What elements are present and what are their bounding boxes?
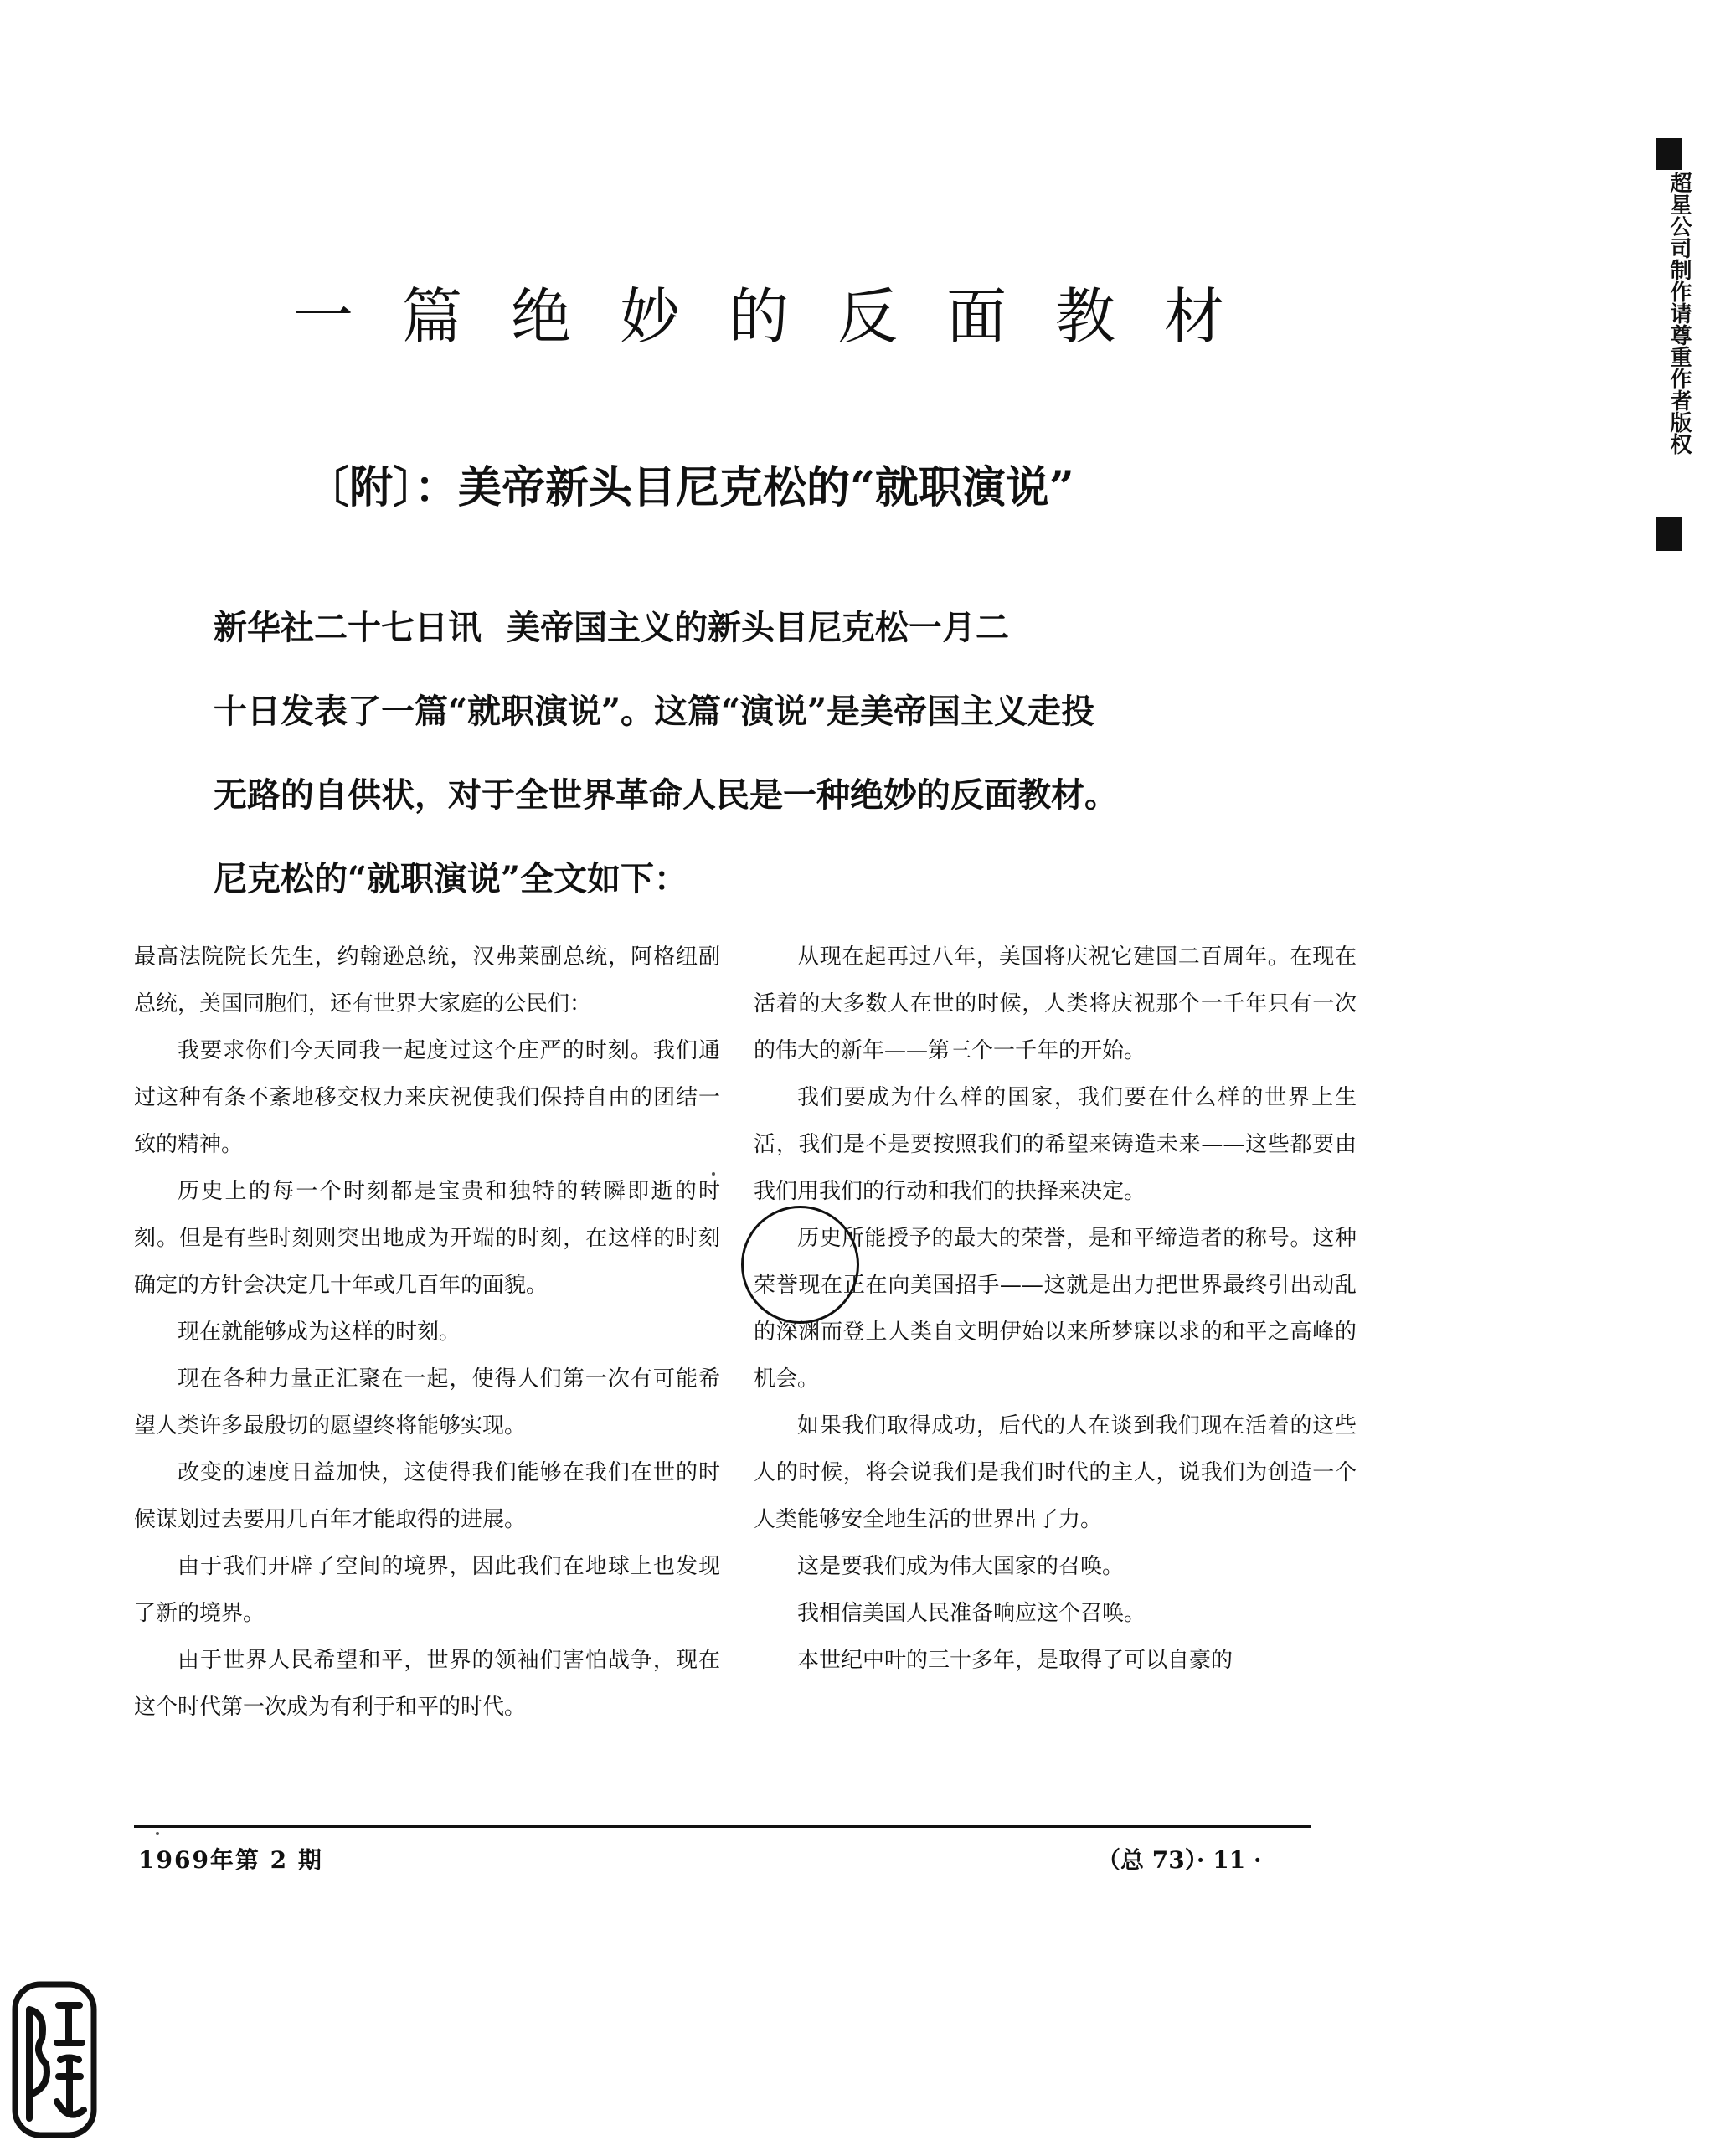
paragraph: 现在各种力量正汇聚在一起，使得人们第一次有可能希望人类许多最殷切的愿望终将能够实现。	[134, 1366, 720, 1438]
banner-bar-bottom	[1656, 517, 1682, 551]
right-column	[754, 934, 1357, 1684]
footer-rule	[134, 1825, 1311, 1828]
scan-speck	[712, 1172, 715, 1176]
watermark-banner: 超星公司制作请尊重作者版权	[1666, 172, 1692, 455]
paragraph: 如果我们取得成功，后代的人在谈到我们现在活着的这些人的时候，将会说我们是我们时代的主人，说我们为创造一个人类能够安全地生活的世界出了力。	[754, 1413, 1357, 1532]
paragraph: 我相信美国人民准备响应这个召唤。	[797, 1601, 1146, 1626]
banner-bar-top	[1656, 138, 1682, 170]
paragraph: 这是要我们成为伟大国家的召唤。	[797, 1554, 1125, 1579]
paragraph: 本世纪中叶的三十多年，是取得了可以自豪的	[797, 1648, 1233, 1673]
intro-line-4: 尼克松的“就职演说”全文如下：	[214, 859, 688, 898]
issue-label: 1969年第 2 期	[138, 1846, 323, 1874]
intro-line-1-text: 美帝国主义的新头目尼克松一月二	[507, 608, 1009, 647]
handwritten-circle-mark	[741, 1206, 859, 1324]
page-title: 一篇绝妙的反面教材	[293, 281, 1274, 352]
paragraph: 我们要成为什么样的国家，我们要在什么样的世界上生活，我们是不是要按照我们的希望来铸造未来——这些都要由我们用我们的行动和我们的抉择来决定。	[754, 1085, 1357, 1204]
intro-paragraph	[214, 586, 1244, 921]
dateline: 新华社二十七日讯	[214, 608, 482, 647]
left-column	[134, 934, 720, 1731]
paragraph: 历史上的每一个时刻都是宝贵和独特的转瞬即逝的时刻。但是有些时刻则突出地成为开端的时刻，在这样的时刻确定的方针会决定几十年或几百年的面貌。	[134, 1179, 720, 1298]
page-number: （总 73）· 11 ·	[1097, 1846, 1262, 1874]
seal-stamp-icon	[8, 1976, 100, 2143]
paragraph: 历史所能授予的最大的荣誉，是和平缔造者的称号。这种荣誉现在正在向美国招手——这就是出力把世界最终引出动乱的深渊而登上人类自文明伊始以来所梦寐以求的和平之高峰的机会。	[754, 1226, 1357, 1392]
intro-line-3: 无路的自供状，对于全世界革命人民是一种绝妙的反面教材。	[214, 775, 1118, 815]
paragraph: 由于世界人民希望和平，世界的领袖们害怕战争，现在这个时代第一次成为有利于和平的时代。	[134, 1648, 720, 1720]
intro-line-2: 十日发表了一篇“就职演说”。这篇“演说”是美帝国主义走投	[214, 692, 1095, 731]
paragraph: 从现在起再过八年，美国将庆祝它建国二百周年。在现在活着的大多数人在世的时候，人类将庆祝那个一千年只有一次的伟大的新年——第三个一千年的开始。	[754, 944, 1357, 1063]
intro-line-1	[214, 586, 1244, 670]
paragraph: 我要求你们今天同我一起度过这个庄严的时刻。我们通过这种有条不紊地移交权力来庆祝使我们保持自由的团结一致的精神。	[134, 1038, 720, 1157]
subtitle: 〔附〕：美帝新头目尼克松的“就职演说”	[306, 462, 1074, 513]
paragraph: 由于我们开辟了空间的境界，因此我们在地球上也发现了新的境界。	[134, 1554, 720, 1626]
paragraph: 最高法院院长先生，约翰逊总统，汉弗莱副总统，阿格纽副总统，美国同胞们，还有世界大家庭的公民们：	[134, 944, 720, 1016]
paragraph: 现在就能够成为这样的时刻。	[178, 1320, 461, 1345]
scan-speck	[156, 1832, 159, 1835]
paragraph: 改变的速度日益加快，这使得我们能够在我们在世的时候谋划过去要用几百年才能取得的进展。	[134, 1460, 720, 1532]
